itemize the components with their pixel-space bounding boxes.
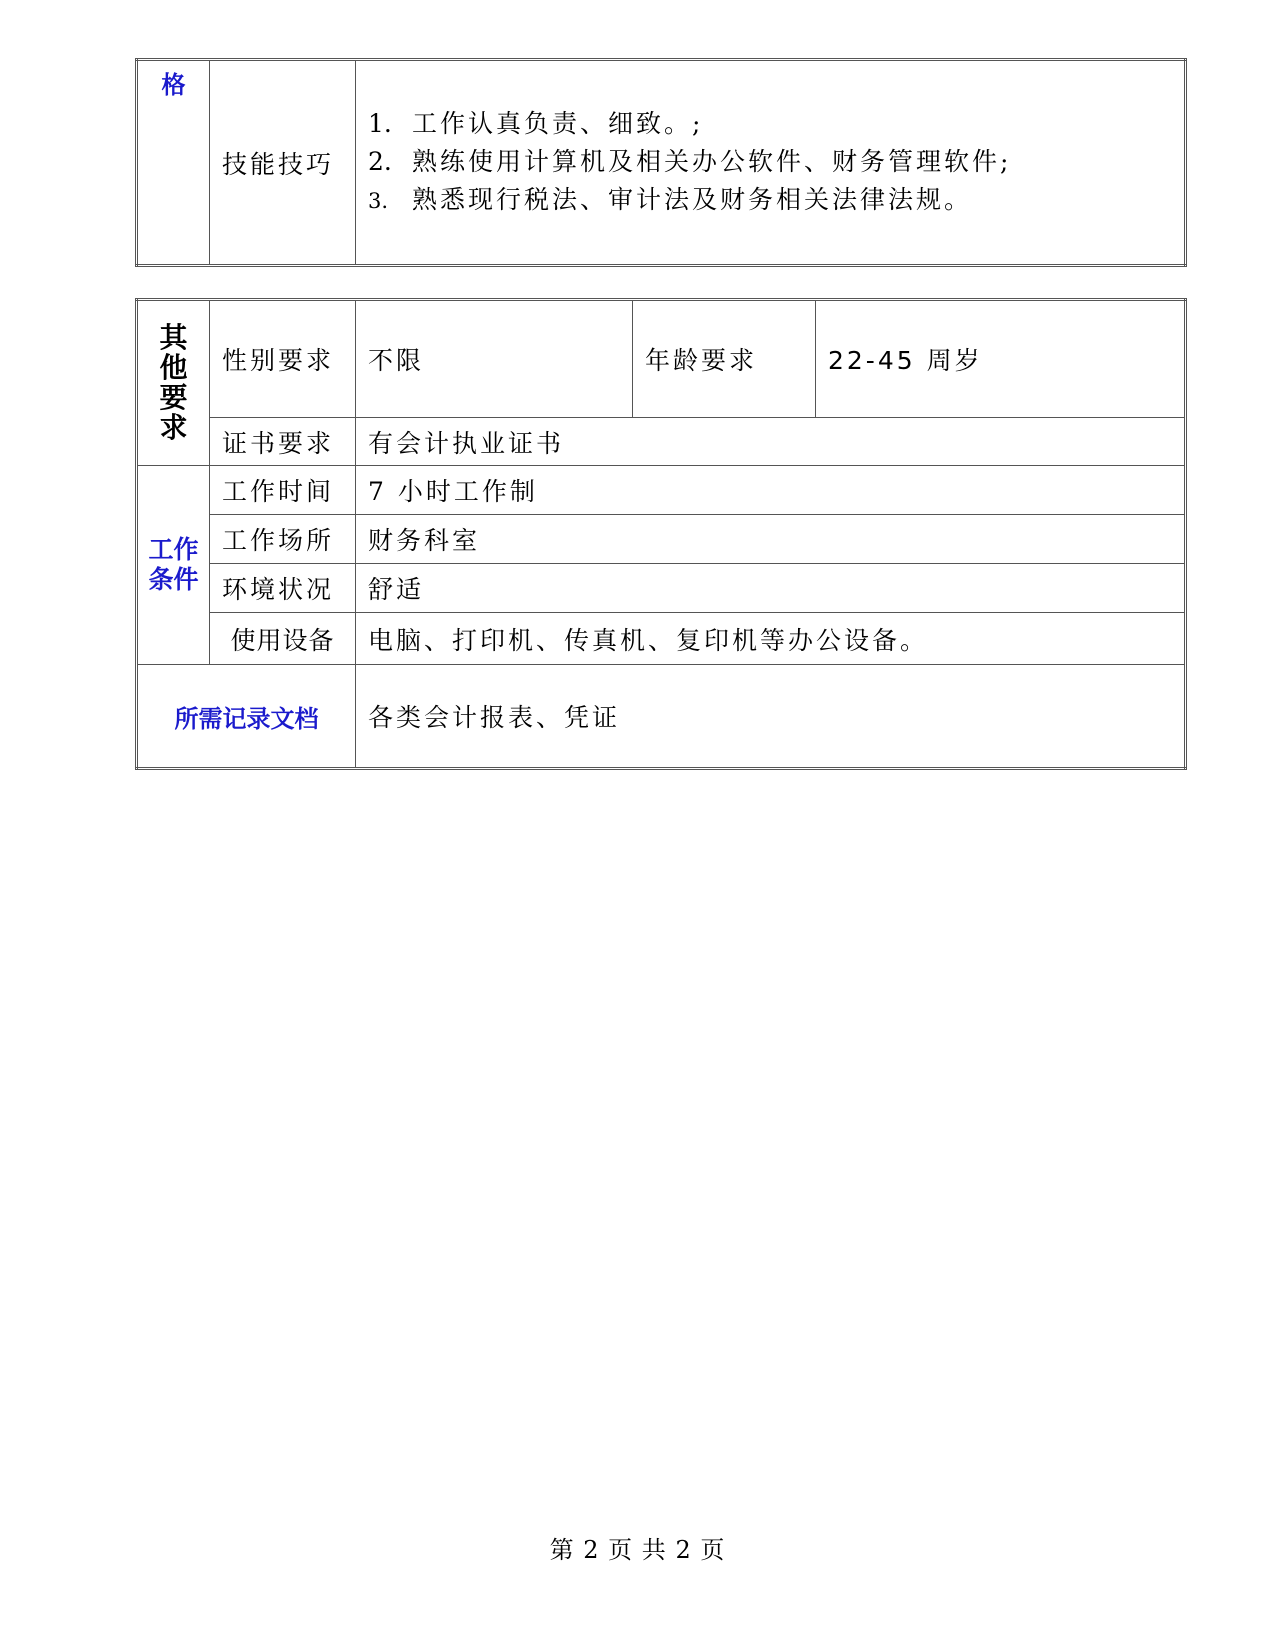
page-footer: 第 2 页 共 2 页 <box>549 1536 726 1564</box>
records-label: 所需记录文档 <box>137 665 356 769</box>
work-time-label: 工作时间 <box>210 466 356 515</box>
gender-label: 性别要求 <box>210 300 356 418</box>
age-label: 年龄要求 <box>633 300 816 418</box>
requirements-table <box>135 298 1187 770</box>
work-conditions-label: 工作条件 <box>137 466 210 665</box>
other-requirements-label: 其他要求 <box>137 300 210 466</box>
qualification-table <box>135 58 1187 267</box>
equipment-label: 使用设备 <box>210 613 356 665</box>
environment-value: 舒适 <box>356 564 1186 613</box>
cert-value: 有会计执业证书 <box>356 418 1186 466</box>
work-place-label: 工作场所 <box>210 515 356 564</box>
skills-label: 技能技巧 <box>210 60 356 266</box>
work-place-value: 财务科室 <box>356 515 1186 564</box>
skills-item: 2. 熟练使用计算机及相关办公软件、财务管理软件; <box>368 147 1012 176</box>
environment-label: 环境状况 <box>210 564 356 613</box>
gender-value: 不限 <box>356 300 633 418</box>
skills-item: 3. 熟悉现行税法、审计法及财务相关法律法规。 <box>368 185 973 214</box>
skills-list <box>356 60 1186 266</box>
records-value: 各类会计报表、凭证 <box>356 665 1186 769</box>
age-value: 22-45 周岁 <box>816 300 1186 418</box>
cert-label: 证书要求 <box>210 418 356 466</box>
section-label-qualification: 格 <box>137 60 210 266</box>
skills-item: 1. 工作认真负责、细致。; <box>368 109 704 138</box>
work-time-value: 7 小时工作制 <box>356 466 1186 515</box>
equipment-value: 电脑、打印机、传真机、复印机等办公设备。 <box>356 613 1186 665</box>
